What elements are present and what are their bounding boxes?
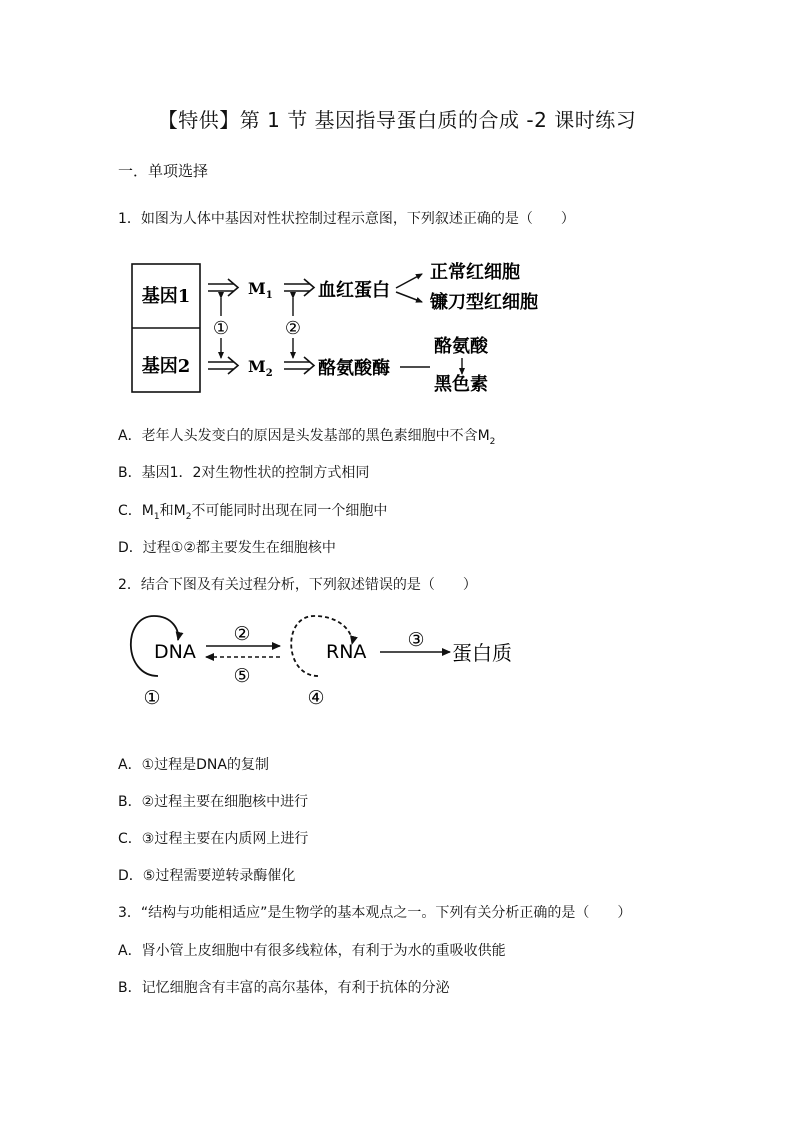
gene2-label: 基因2 — [141, 356, 191, 377]
q1-stem: 1．如图为人体中基因对性状控制过程示意图，下列叙述正确的是（ ） — [118, 211, 575, 227]
step2-label: ② — [284, 318, 302, 339]
q2-option-b: B．②过程主要在细胞核中进行 — [118, 794, 309, 810]
m2-label: $M_2$ — [248, 357, 273, 379]
step1-label: ① — [212, 318, 230, 339]
q1-option-c: C．$M_1$和$M_2$不可能同时出现在同一个细胞中 — [118, 503, 388, 522]
melanin-label: 黑色素 — [434, 374, 488, 395]
q2-stem: 2．结合下图及有关过程分析，下列叙述错误的是（ ） — [118, 577, 477, 593]
process3-label: ③ — [407, 629, 425, 651]
sickle-rbc-label: 镰刀型红细胞 — [430, 292, 538, 313]
q3-option-a: A．肾小管上皮细胞中有很多线粒体，有利于为水的重吸收供能 — [118, 943, 506, 959]
q2-option-d: D．⑤过程需要逆转录酶催化 — [118, 868, 296, 884]
q2-option-a: A．①过程是DNA的复制 — [118, 757, 269, 773]
double-arrow-icon — [208, 279, 238, 296]
q1-gene-diagram — [118, 250, 578, 400]
process1-label: ① — [143, 687, 161, 709]
q1-option-d: D．过程①②都主要发生在细胞核中 — [118, 540, 336, 556]
double-arrow-icon — [284, 357, 314, 374]
process5-label: ⑤ — [233, 665, 251, 687]
q1-option-a: A．老年人头发变白的原因是头发基部的黑色素细胞中不含$M_2$ — [118, 428, 496, 447]
dna-label: DNA — [154, 641, 196, 663]
q2-option-c: C．③过程主要在内质网上进行 — [118, 831, 309, 847]
double-arrow-icon — [284, 279, 314, 296]
tyrosine-label: 酪氨酸 — [434, 336, 488, 357]
page-title: 【特供】第 1 节 基因指导蛋白质的合成 -2 课时练习 — [157, 108, 637, 132]
process2-label: ② — [233, 623, 251, 645]
m1-label: $M_1$ — [248, 279, 273, 301]
tyrosinase-label: 酪氨酸酶 — [318, 358, 390, 379]
section-heading: 一．单项选择 — [118, 162, 209, 180]
branch-arrow-up — [396, 274, 422, 288]
q3-stem: 3．“结构与功能相适应”是生物学的基本观点之一。下列有关分析正确的是（ ） — [118, 905, 632, 921]
branch-arrow-down — [396, 292, 422, 302]
q3-option-b: B．记忆细胞含有丰富的高尔基体，有利于抗体的分泌 — [118, 980, 450, 996]
process4-label: ④ — [307, 687, 325, 709]
hemoglobin-label: 血红蛋白 — [318, 280, 390, 301]
rna-label: RNA — [326, 641, 367, 663]
protein-label: 蛋白质 — [452, 641, 512, 665]
double-arrow-icon — [208, 357, 238, 374]
normal-rbc-label: 正常红细胞 — [430, 262, 520, 283]
gene1-label: 基因1 — [141, 286, 191, 307]
q2-central-dogma-diagram — [118, 610, 538, 710]
q1-option-b: B．基因1．2对生物性状的控制方式相同 — [118, 465, 370, 481]
